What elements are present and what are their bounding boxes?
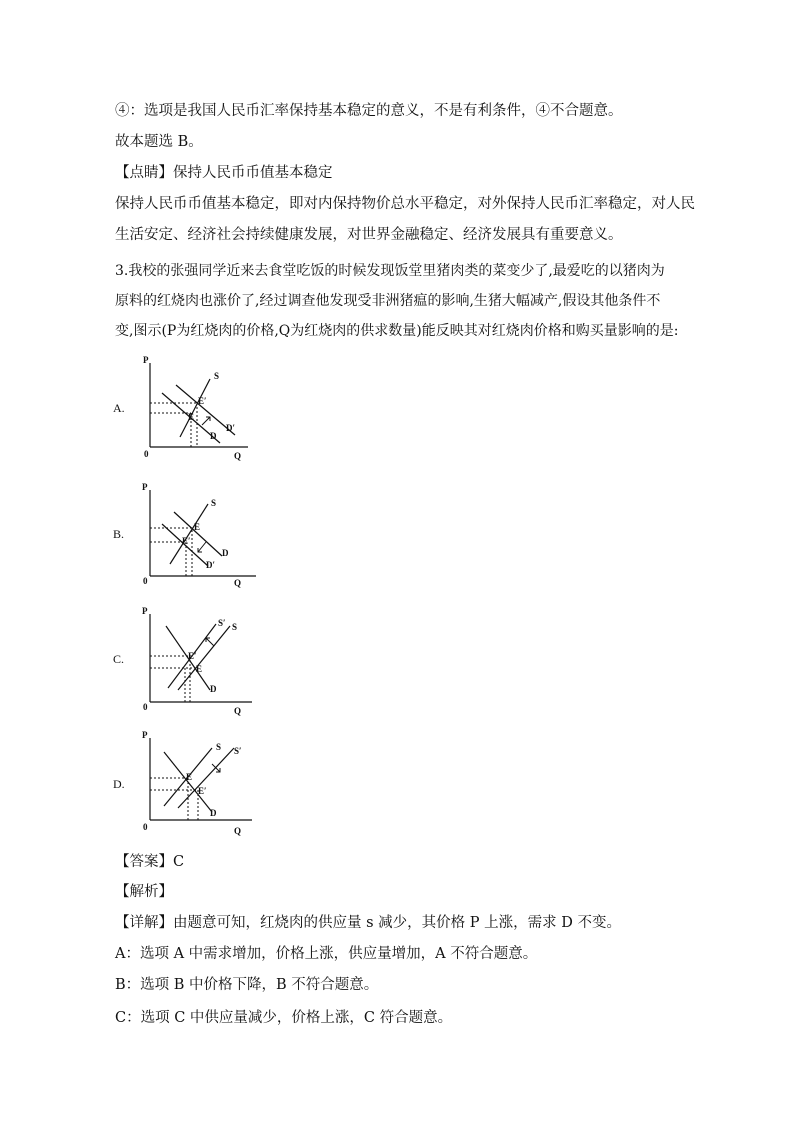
paragraph-3: 【点睛】保持人民币币值基本稳定	[115, 165, 333, 181]
label-e: E	[196, 664, 203, 674]
paragraph-8: 变,图示(P为红烧肉的价格,Q为红烧肉的供求数量)能反映其对红烧肉价格和购买量影响的是:	[115, 323, 679, 339]
origin-label: 0	[143, 822, 148, 832]
label-d-prime: D′	[226, 423, 236, 433]
detail-line-2: A：选项 A 中需求增加，价格上涨，供应量增加，A 不符合题意。	[115, 946, 538, 962]
q-axis-label: Q	[234, 826, 242, 836]
detail-line-4: C：选项 C 中供应量减少，价格上涨，C 符合题意。	[115, 1010, 453, 1026]
label-s-prime: S′	[218, 618, 226, 628]
label-d: D	[210, 684, 217, 694]
paragraph-2: 故本题选 B。	[115, 134, 203, 150]
paragraph-7: 原料的红烧肉也涨价了,经过调查他发现受非洲猪瘟的影响,生猪大幅减产,假设其他条件不	[115, 293, 661, 309]
label-e-prime: E′	[188, 651, 197, 661]
option-b-label: B.	[113, 527, 125, 541]
p-axis-label: P	[142, 482, 148, 492]
option-c-graph	[140, 604, 270, 716]
p-axis-label: P	[142, 730, 148, 740]
label-s: S	[216, 742, 222, 752]
paragraph-6: 3.我校的张强同学近来去食堂吃饭的时候发现饭堂里猪肉类的菜变少了,最爱吃的以猪肉为	[115, 263, 665, 279]
q-axis-label: Q	[234, 706, 242, 716]
label-s-prime: S′	[234, 746, 242, 756]
shift-arrow	[202, 417, 210, 425]
paragraph-1: ④：选项是我国人民币汇率保持基本稳定的意义，不是有利条件，④不合题意。	[115, 103, 623, 119]
origin-label: 0	[144, 449, 149, 459]
label-e-prime: E′	[182, 536, 191, 546]
label-d: D	[210, 808, 217, 818]
option-c-label: C.	[113, 652, 125, 666]
answer-line: 【答案】C	[115, 854, 185, 870]
label-e: E	[194, 522, 201, 532]
option-d-label: D.	[113, 777, 125, 791]
detail-line-1: 【详解】由题意可知，红烧肉的供应量 s 减少，其价格 P 上涨，需求 D 不变。	[115, 915, 621, 931]
option-a-graph	[140, 353, 270, 465]
label-s: S	[214, 371, 220, 381]
option-a-label: A.	[113, 401, 125, 415]
label-d: D	[210, 431, 217, 441]
supply-line-s	[180, 379, 210, 437]
label-d: D	[222, 548, 229, 558]
analysis-heading: 【解析】	[115, 884, 173, 900]
shift-arrow	[206, 638, 214, 646]
label-s: S	[211, 498, 217, 508]
label-e: E	[188, 412, 195, 422]
label-d-prime: D′	[206, 560, 216, 570]
label-s: S	[232, 622, 238, 632]
shift-arrow	[198, 542, 206, 552]
paragraph-5: 生活安定、经济社会持续健康发展，对世界金融稳定、经济发展具有重要意义。	[115, 227, 623, 243]
option-b-graph	[140, 480, 270, 592]
p-axis-label: P	[143, 355, 149, 365]
q-axis-label: Q	[234, 451, 242, 461]
label-e-prime: E′	[198, 396, 207, 406]
option-d-graph	[140, 728, 270, 840]
label-e: E	[186, 772, 193, 782]
label-e-prime: E′	[198, 786, 207, 796]
detail-line-3: B：选项 B 中价格下降，B 不符合题意。	[115, 977, 379, 993]
paragraph-4: 保持人民币币值基本稳定，即对内保持物价总水平稳定，对外保持人民币汇率稳定，对人民	[115, 196, 695, 212]
q-axis-label: Q	[234, 578, 242, 588]
p-axis-label: P	[142, 606, 148, 616]
origin-label: 0	[143, 702, 148, 712]
origin-label: 0	[143, 576, 148, 586]
